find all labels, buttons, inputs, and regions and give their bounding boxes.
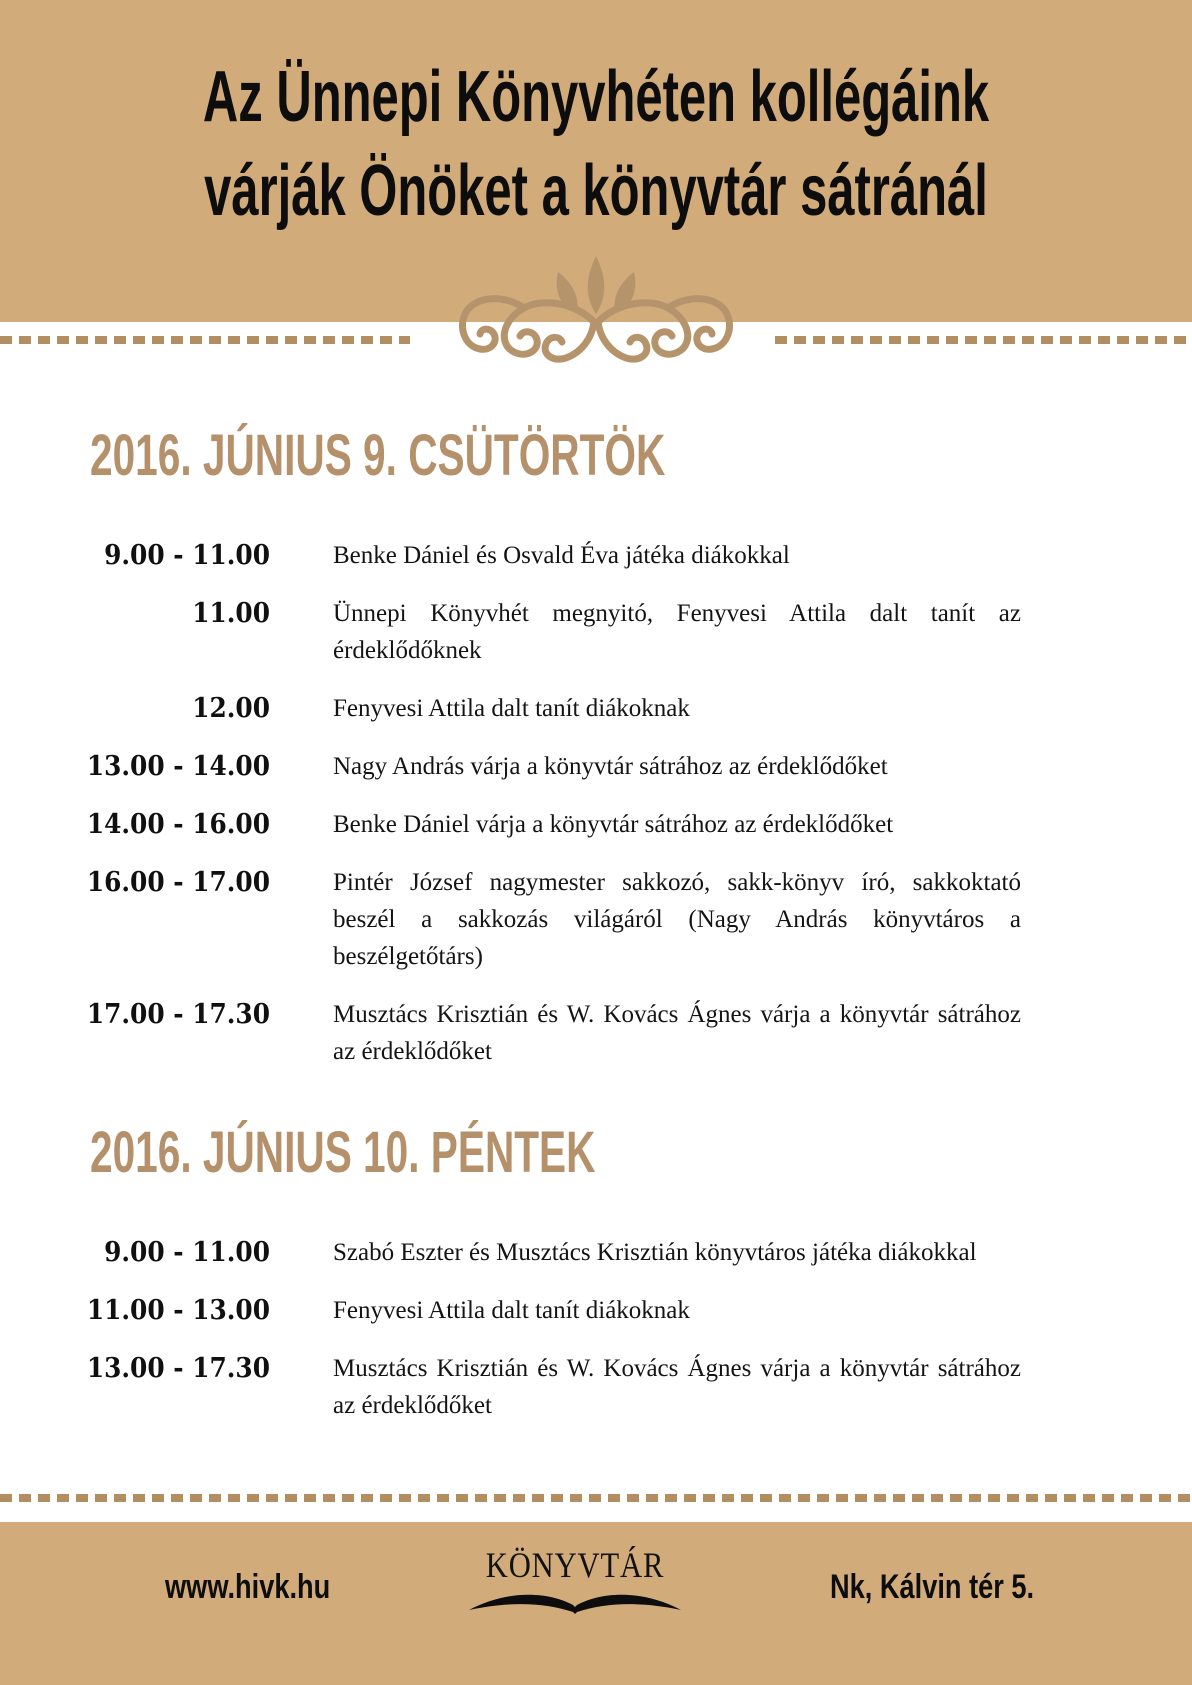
schedule-description: Pintér József nagymester sakkozó, sakk-könyv író, sakkoktató beszél a sakkozás világáról (Nagy András könyvtáros a beszélgetőtárs) [333, 869, 1021, 970]
schedule-description: Nagy András várja a könyvtár sátrához az érdeklődőket [333, 753, 888, 780]
schedule-row [0, 806, 1192, 843]
schedule-description: Musztács Krisztián és W. Kovács Ágnes várja a könyvtár sátrához az érdeklődőket [333, 1001, 1021, 1065]
address-text: Nk, Kálvin tér 5. [829, 1568, 1034, 1606]
schedule-time: 11.00 - 13.00 [86, 1295, 270, 1326]
schedule-row [0, 537, 1192, 574]
schedule [0, 425, 1192, 1445]
schedule-row [0, 1292, 1192, 1329]
schedule-description: Fenyvesi Attila dalt tanít diákoknak [333, 695, 690, 722]
dashed-divider-left [0, 336, 410, 344]
schedule-row [0, 595, 1192, 669]
day-section [0, 1122, 1192, 1424]
day-heading: 2016. JÚNIUS 10. PÉNTEK [90, 1120, 596, 1185]
schedule-time: 11.00 [192, 598, 270, 629]
schedule-description: Musztács Krisztián és W. Kovács Ágnes várja a könyvtár sátrához az érdeklődőket [333, 1355, 1021, 1419]
poster-title [191, 0, 1002, 238]
schedule-row [0, 748, 1192, 785]
title-line-2: várják Önöket a könyvtár sátránál [204, 151, 988, 231]
schedule-description: Benke Dániel és Osvald Éva játéka diákokkal [333, 542, 790, 569]
schedule-description: Fenyvesi Attila dalt tanít diákoknak [333, 1297, 690, 1324]
schedule-description: Szabó Eszter és Musztács Krisztián könyvtáros játéka diákokkal [333, 1239, 977, 1266]
day-rows [0, 537, 1192, 1070]
website-text: www.hivk.hu [165, 1568, 331, 1606]
library-logo [467, 1546, 683, 1618]
schedule-time: 13.00 - 14.00 [86, 751, 270, 782]
day-heading: 2016. JÚNIUS 9. CSÜTÖRTÖK [90, 423, 666, 488]
schedule-time: 9.00 - 11.00 [104, 540, 271, 571]
schedule-row [0, 1350, 1192, 1424]
flourish-ornament-icon [446, 252, 746, 377]
title-line-1: Az Ünnepi Könyvhéten kollégáink [202, 57, 990, 137]
schedule-time: 13.00 - 17.30 [86, 1353, 270, 1384]
schedule-description: Ünnepi Könyvhét megnyitó, Fenyvesi Attila dalt tanít az érdeklődőknek [333, 600, 1021, 664]
schedule-row [0, 690, 1192, 727]
schedule-time: 9.00 - 11.00 [104, 1237, 271, 1268]
footer [0, 1522, 1192, 1685]
schedule-row [0, 864, 1192, 975]
schedule-time: 14.00 - 16.00 [86, 809, 270, 840]
day-rows [0, 1234, 1192, 1424]
open-book-icon [467, 1584, 683, 1618]
logo-text: KÖNYVTÁR [485, 1545, 665, 1585]
schedule-time: 16.00 - 17.00 [86, 867, 270, 898]
schedule-row [0, 1234, 1192, 1271]
dashed-divider-bottom [0, 1494, 1192, 1502]
schedule-time: 17.00 - 17.30 [86, 999, 270, 1030]
dashed-divider-right [775, 336, 1192, 344]
schedule-row [0, 996, 1192, 1070]
schedule-time: 12.00 [192, 693, 270, 724]
schedule-description: Benke Dániel várja a könyvtár sátrához az érdeklődőket [333, 811, 894, 838]
day-section [0, 425, 1192, 1070]
